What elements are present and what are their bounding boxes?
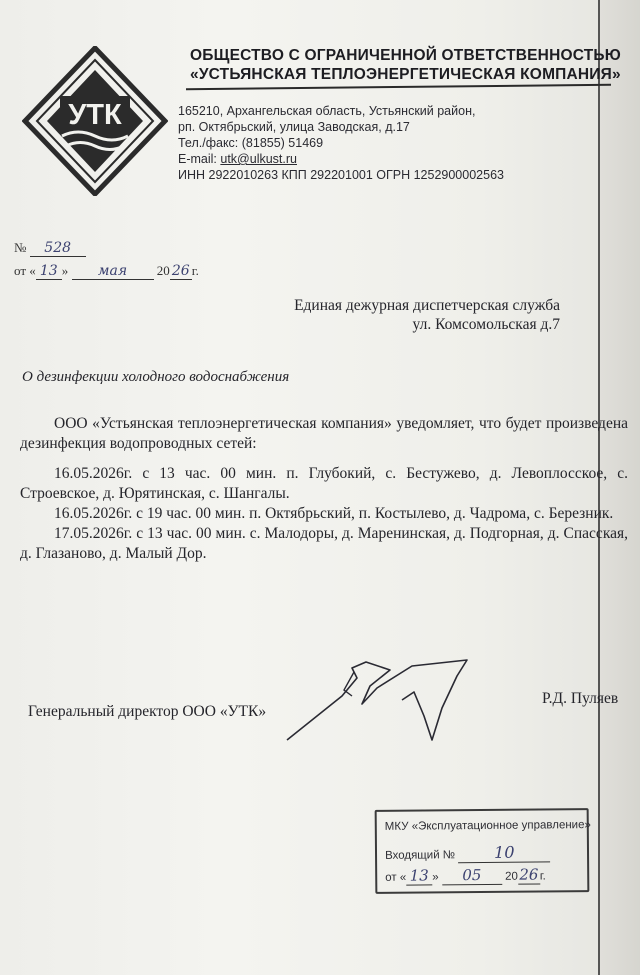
stamp-date-month: 05 — [442, 866, 502, 886]
requisites: ИНН 2922010263 КПП 292201001 ОГРН 1252900002563 — [178, 168, 504, 182]
stamp-org: МКУ «Эксплуатационное управление» — [384, 819, 591, 833]
year-suffix: 26 — [170, 263, 192, 280]
stamp-year-label: г. — [539, 870, 546, 883]
letter-body — [20, 414, 628, 564]
email-label: E-mail: — [178, 152, 221, 166]
schedule-item-3: 17.05.2026г. с 13 час. 00 мин. с. Малодоры, д. Маренинская, д. Подгорная, д. Спасская, д. Глазаново, д. Малый Дор. — [20, 525, 628, 562]
company-line-1: ОБЩЕСТВО С ОГРАНИЧЕННОЙ ОТВЕТСТВЕННОСТЬЮ — [190, 47, 621, 64]
incoming-stamp — [375, 808, 590, 894]
handwritten-signature — [282, 656, 472, 744]
company-name — [190, 46, 621, 84]
address-line-2: рп. Октябрьский, улица Заводская, д.17 — [178, 120, 410, 134]
logo-text: УТК — [68, 99, 122, 131]
stamp-date-line — [385, 865, 546, 885]
stamp-incoming-label: Входящий № — [384, 849, 456, 862]
outgoing-date — [14, 263, 199, 280]
email-line — [178, 151, 504, 167]
outgoing-number — [14, 240, 86, 257]
number-value: 528 — [30, 240, 86, 257]
year-label: г. — [191, 263, 199, 278]
letter-subject: О дезинфекции холодного водоснабжения — [22, 369, 290, 385]
company-address — [178, 103, 504, 183]
date-day: 13 — [36, 263, 62, 280]
stamp-incoming-number: 10 — [458, 842, 550, 863]
recipient-name: Единая дежурная диспетчерская служба — [294, 297, 560, 314]
signer-name: Р.Д. Пуляев — [542, 690, 619, 707]
recipient-block — [294, 296, 560, 334]
signer-title: Генеральный директор ООО «УТК» — [28, 703, 267, 720]
date-prefix: от « — [14, 263, 36, 278]
address-line-1: 165210, Архангельская область, Устьянский район, — [178, 104, 476, 118]
company-line-2: «УСТЬЯНСКАЯ ТЕПЛОЭНЕРГЕТИЧЕСКАЯ КОМПАНИЯ» — [190, 66, 621, 83]
company-logo — [22, 46, 168, 196]
phone: Тел./факс: (81855) 51469 — [178, 136, 324, 150]
number-label: № — [14, 240, 27, 255]
stamp-year-suffix: 26 — [519, 865, 539, 884]
stamp-date-prefix: от « — [385, 871, 407, 884]
stamp-year-prefix: 20 — [505, 870, 518, 883]
stamp-date-day: 13 — [406, 866, 432, 885]
recipient-address: ул. Комсомольская д.7 — [412, 316, 560, 333]
stamp-date-mid: » — [432, 871, 439, 884]
body-intro: ООО «Устьянская теплоэнергетическая компания» уведомляет, что будет произведена дезинфекция водопроводных сетей: — [20, 415, 628, 452]
date-mid: » — [61, 263, 69, 278]
date-month: мая — [72, 263, 154, 280]
schedule-item-1: 16.05.2026г. с 13 час. 00 мин. п. Глубокий, с. Бестужево, д. Левоплосское, с. Строевское, д. Юрятинская, с. Шангалы. — [20, 465, 628, 502]
year-prefix: 20 — [156, 263, 170, 278]
email-link[interactable]: utk@ulkust.ru — [220, 152, 297, 166]
schedule-item-2: 16.05.2026г. с 19 час. 00 мин. п. Октябрьский, п. Костылево, д. Чадрома, с. Березник. — [54, 505, 614, 522]
stamp-incoming-line — [385, 842, 550, 863]
